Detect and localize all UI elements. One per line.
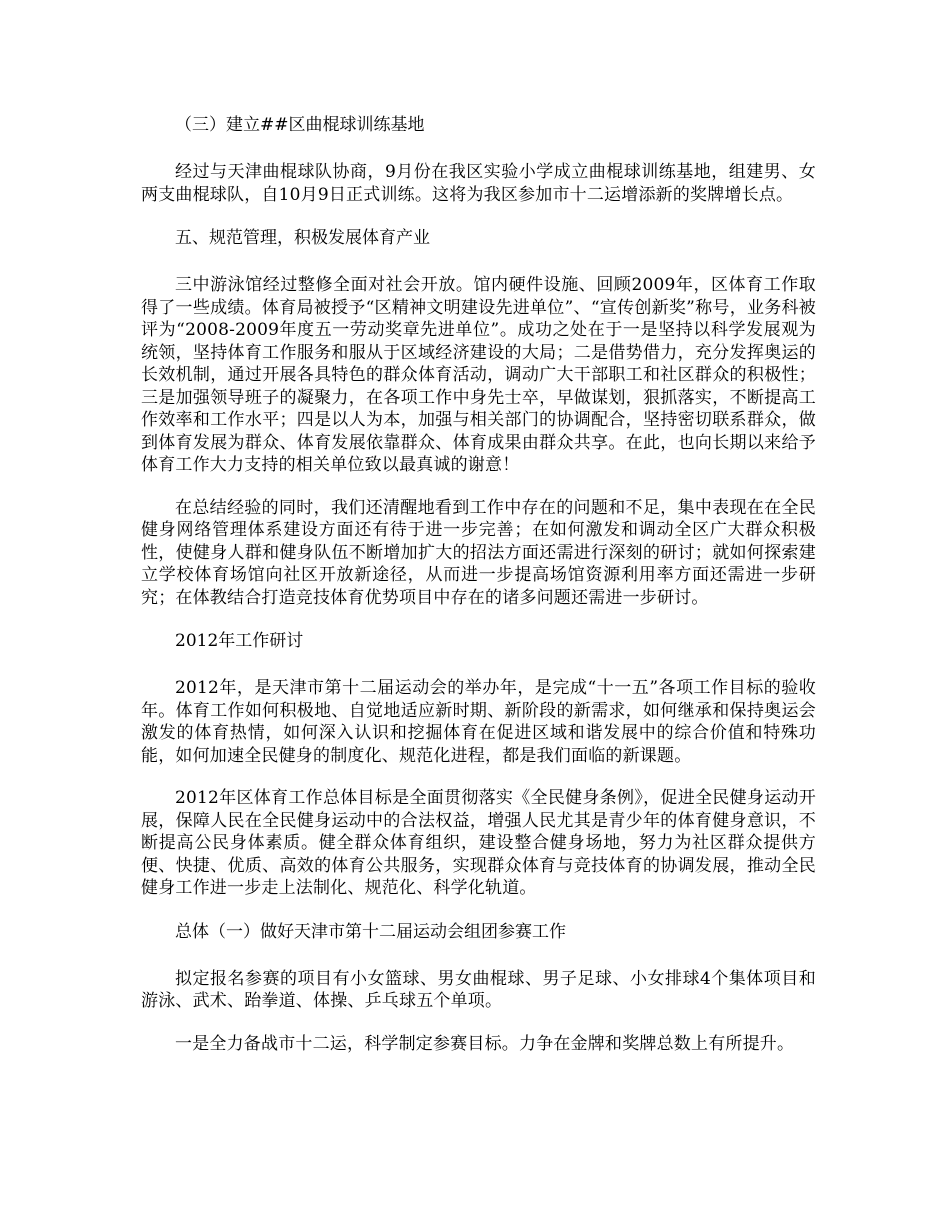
section-heading: 总体（一）做好天津市第十二届运动会组团参赛工作	[175, 921, 566, 942]
paragraph: 在总结经验的同时，我们还清醒地看到工作中存在的问题和不足，集中表现在在全民健身网络管理体系建设方面还有待于进一步完善；在如何激发和调动全区广大群众积极性，使健身人群和健身队伍不断增加扩大的招法方面还需进行深刻的研讨；就如何探索建立学校体育场馆向社区开放新途径，从而进一步提高场馆资源利用率方面还需进一步研究；在体教结合打造竞技体育优势项目中存在的诸多问题还需进一步研讨。	[141, 497, 816, 608]
paragraph: 一是全力备战市十二运，科学制定参赛目标。力争在金牌和奖牌总数上有所提升。	[175, 1033, 795, 1054]
paragraph: 经过与天津曲棍球队协商，9月份在我区实验小学成立曲棍球训练基地，组建男、女两支曲棍球队，自10月9日正式训练。这将为我区参加市十二运增添新的奖牌增长点。	[141, 162, 816, 205]
paragraph: 2012年区体育工作总体目标是全面贯彻落实《全民健身条例》，促进全民健身运动开展，保障人民在全民健身运动中的合法权益，增强人民尤其是青少年的体育健身意识，不断提高公民身体素质。健全群众体育组织，建设整合健身场地，努力为社区群众提供方便、快捷、优质、高效的体育公共服务，实现群众体育与竞技体育的协调发展，推动全民健身工作进一步走上法制化、规范化、科学化轨道。	[141, 788, 816, 898]
section-heading: 2012年工作研讨	[175, 631, 304, 651]
section-heading: 五、规范管理，积极发展体育产业	[175, 228, 430, 248]
paragraph: 2012年，是天津市第十二届运动会的举办年，是完成“十一五”各项工作目标的验收年。体育工作如何积极地、自觉地适应新时期、新阶段的新需求，如何继承和保持奥运会激发的体育热情，如何深入认识和挖掘体育在促进区域和谐发展中的综合价值和特殊功能，如何加速全民健身的制度化、规范化进程，都是我们面临的新课题。	[141, 678, 816, 766]
paragraph: 三中游泳馆经过整修全面对社会开放。馆内硬件设施、回顾2009年，区体育工作取得了一些成绩。体育局被授予“区精神文明建设先进单位”、“宣传创新奖”称号，业务科被评为“2008-2009年度五一劳动奖章先进单位”。成功之处在于一是坚持以科学发展观为统领，坚持体育工作服务和服从于区域经济建设的大局；二是借势借力，充分发挥奥运的长效机制，通过开展各具特色的群众体育活动，调动广大干部职工和社区群众的积极性；三是加强领导班子的凝聚力，在各项工作中身先士卒，早做谋划，狠抓落实，不断提高工作效率和工作水平；四是以人为本，加强与相关部门的协调配合，坚持密切联系群众，做到体育发展为群众、体育发展依靠群众、体育成果由群众共享。在此，也向长期以来给予体育工作大力支持的相关单位致以最真诚的谢意！	[141, 275, 816, 475]
paragraph: 拟定报名参赛的项目有小女篮球、男女曲棍球、男子足球、小女排球4个集体项目和游泳、武术、跆拳道、体操、乒乓球五个单项。	[141, 968, 816, 1011]
section-heading: （三）建立##区曲棍球训练基地	[175, 115, 425, 135]
document-page	[141, 113, 816, 1055]
